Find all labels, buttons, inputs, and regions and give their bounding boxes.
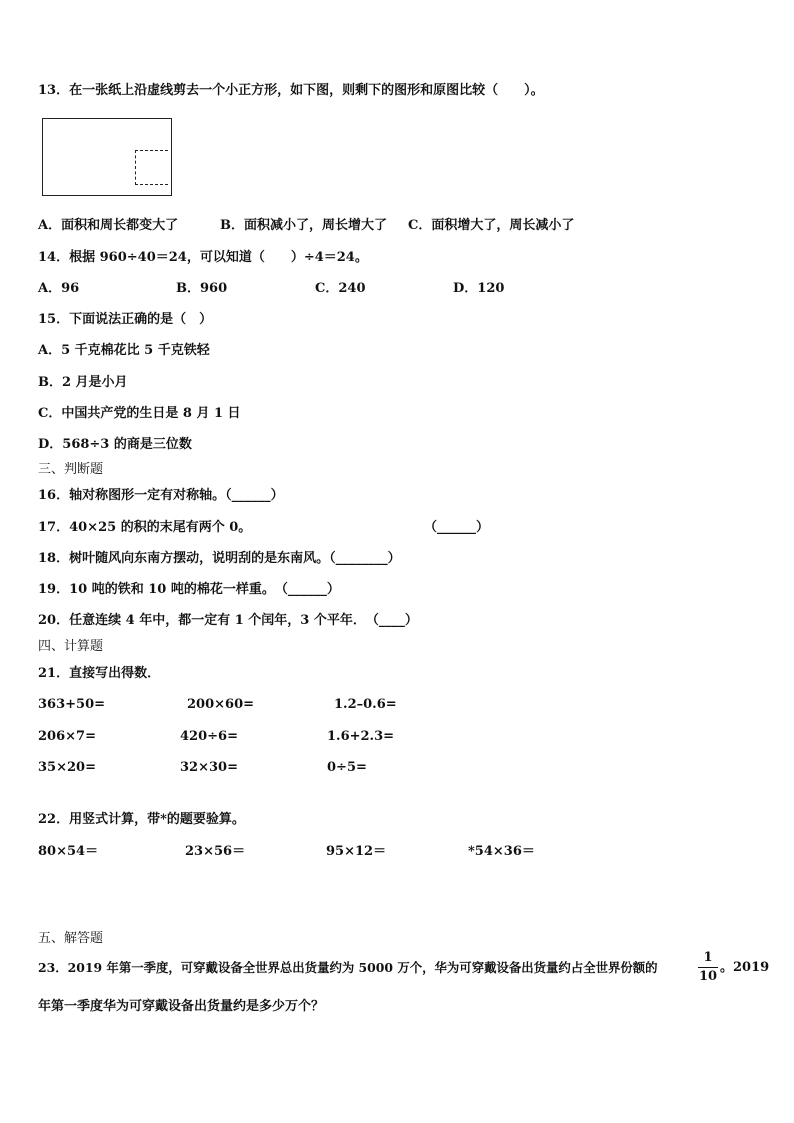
q22-item: 80×54＝: [38, 844, 99, 859]
q19-text: 19．10 吨的铁和 10 吨的棉花一样重。 （______）: [38, 582, 340, 597]
dashed-square-cut: [135, 150, 168, 185]
q13-option-b: B．面积减小了，周长增大了: [220, 218, 387, 233]
q22-item: 23×56＝: [185, 844, 246, 859]
q21-item: 206×7=: [38, 729, 96, 744]
q13-text: 13．在一张纸上沿虚线剪去一个小正方形，如下图，则剩下的图形和原图比较（ ）。: [38, 83, 544, 98]
fraction-denominator: 10: [698, 969, 718, 984]
q15-text: 15．下面说法正确的是（ ）: [38, 312, 213, 327]
fraction-numerator: 1: [698, 950, 718, 968]
q21-item: 35×20=: [38, 760, 96, 775]
q23-text-part1: 23．2019 年第一季度，可穿戴设备全世界总出货量约为 5000 万个，华为可穿戴设备出货量约占全世界份额的: [38, 960, 658, 975]
q21-text: 21．直接写出得数．: [38, 666, 161, 681]
q17-blank: （______）: [424, 520, 490, 535]
section-heading-solution: 五、解答题: [38, 931, 104, 946]
q16-text: 16．轴对称图形一定有对称轴。（______）: [38, 488, 284, 503]
q14-text: 14．根据 960÷40＝24，可以知道（ ）÷4＝24。: [38, 250, 368, 265]
q22-item: 95×12＝: [326, 844, 387, 859]
q14-option-a: A．96: [38, 281, 80, 296]
q13-option-c: C．面积增大了，周长减小了: [408, 218, 575, 233]
q21-item: 1.6+2.3=: [327, 729, 395, 744]
q15-option-c: C．中国共产党的生日是 8 月 1 日: [38, 406, 241, 421]
q15-option-a: A．5 千克棉花比 5 千克铁轻: [38, 343, 210, 358]
q14-option-c: C．240: [315, 281, 366, 296]
rectangle-figure: [42, 118, 172, 196]
q21-item: 200×60=: [187, 697, 255, 712]
q21-item: 363+50=: [38, 697, 106, 712]
q21-item: 32×30=: [180, 760, 238, 775]
q20-text: 20．任意连续 4 年中，都一定有 1 个闰年，3 个平年． （____）: [38, 613, 418, 628]
fraction-one-tenth: [698, 950, 718, 985]
q22-text: 22．用竖式计算，带*的题要验算。: [38, 812, 245, 827]
q15-option-b: B．2 月是小月: [38, 375, 128, 390]
q21-item: 0÷5=: [327, 760, 367, 775]
section-heading-judgement: 三、判断题: [38, 462, 104, 477]
q15-option-d: D．568÷3 的商是三位数: [38, 437, 192, 452]
q14-option-b: B．960: [176, 281, 228, 296]
section-heading-calculation: 四、计算题: [38, 639, 104, 654]
q17-text: 17．40×25 的积的末尾有两个 0。: [38, 520, 252, 535]
q18-text: 18．树叶随风向东南方摆动，说明刮的是东南风。（________）: [38, 551, 401, 566]
q22-item: *54×36＝: [468, 844, 535, 859]
q23-text-part2: 。2019: [720, 960, 770, 975]
q14-option-d: D．120: [453, 281, 505, 296]
q21-item: 1.2–0.6=: [334, 697, 397, 712]
q21-item: 420÷6=: [180, 729, 238, 744]
q23-text-part3: 年第一季度华为可穿戴设备出货量约是多少万个？: [38, 999, 325, 1014]
q13-option-a: A．面积和周长都变大了: [38, 218, 179, 233]
